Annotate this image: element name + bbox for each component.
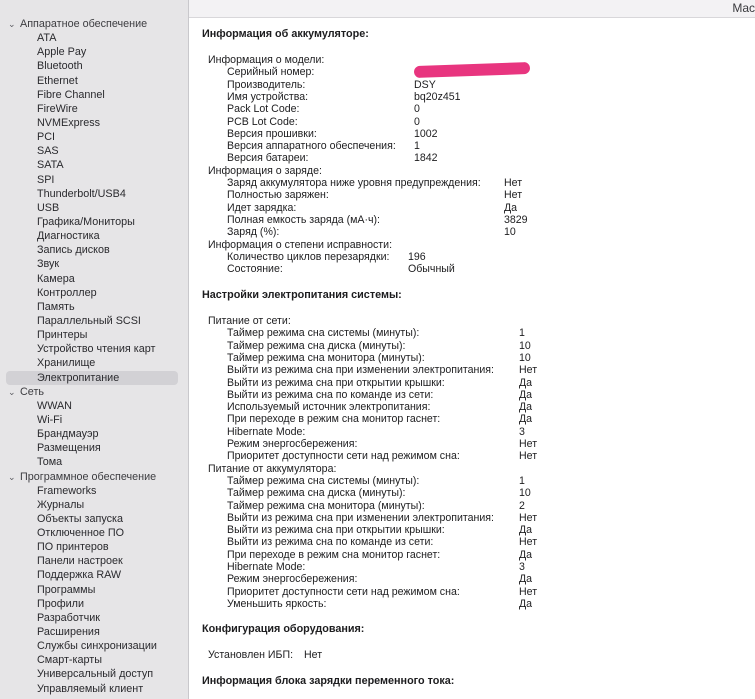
- property-value: DSY: [414, 78, 436, 91]
- property-value: Нет: [504, 189, 523, 202]
- sidebar-item[interactable]: Принтеры: [37, 329, 88, 342]
- property-label: Приоритет доступности сети над режимом сна:: [227, 450, 460, 463]
- property-value: Да: [519, 597, 533, 610]
- property-value: Обычный: [408, 263, 455, 276]
- sidebar-item[interactable]: FireWire: [37, 102, 78, 115]
- disclosure-chevron-icon[interactable]: ⌄: [8, 386, 16, 397]
- property-label: Таймер режима сна монитора (минуты):: [227, 499, 425, 512]
- content-pane: [189, 18, 755, 699]
- sidebar-item[interactable]: Универсальный доступ: [37, 668, 154, 681]
- property-value: Нет: [519, 536, 538, 549]
- group-label: Информация о модели:: [208, 54, 325, 66]
- property-row: [227, 66, 314, 78]
- property-row: [227, 364, 538, 377]
- property-value: 3: [519, 425, 525, 438]
- property-label: Выйти из режима сна по команде из сети:: [227, 388, 434, 401]
- property-label: Количество циклов перезарядки:: [227, 250, 390, 263]
- property-label: Версия аппаратного обеспечения:: [227, 140, 396, 153]
- group-label: Питание от аккумулятора:: [208, 462, 337, 475]
- section-heading: Информация об аккумуляторе:: [202, 28, 369, 40]
- sidebar-group-header[interactable]: [0, 470, 188, 484]
- sidebar-item[interactable]: Службы синхронизации: [37, 640, 157, 653]
- sidebar-item[interactable]: Расширения: [37, 626, 100, 639]
- property-label: Полностью заряжен:: [227, 189, 329, 202]
- sidebar-item[interactable]: Программы: [37, 583, 96, 596]
- property-value: 10: [504, 226, 516, 239]
- sidebar-item[interactable]: Ethernet: [37, 74, 78, 87]
- group-label: Питание от сети:: [208, 315, 291, 327]
- sidebar-item[interactable]: Разработчик: [37, 611, 100, 624]
- property-row: [227, 401, 533, 414]
- property-row: [227, 573, 533, 586]
- title-bar: [189, 0, 755, 18]
- property-row: [227, 250, 426, 263]
- property-value: 1: [519, 327, 525, 340]
- property-row: [227, 226, 516, 239]
- sidebar-item[interactable]: Запись дисков: [37, 244, 110, 257]
- sidebar-item[interactable]: SPI: [37, 173, 55, 186]
- property-label: Версия батареи:: [227, 152, 309, 165]
- property-row: [227, 499, 525, 512]
- property-label: Выйти из режима сна при открытии крышки:: [227, 524, 445, 537]
- property-row: [227, 140, 420, 153]
- property-row: [227, 78, 436, 91]
- property-value: Нет: [519, 450, 538, 463]
- group-label: Информация о степени исправности:: [208, 238, 393, 251]
- property-value: Нет: [504, 177, 523, 189]
- sidebar-group-header[interactable]: [0, 17, 188, 31]
- sidebar-item[interactable]: ATA: [37, 32, 57, 45]
- sidebar-item[interactable]: Хранилище: [37, 357, 96, 370]
- sidebar-item[interactable]: NVMExpress: [37, 116, 100, 129]
- property-row: [227, 177, 523, 189]
- property-label: Состояние:: [227, 263, 283, 276]
- property-value: 3: [519, 561, 525, 573]
- property-row: [227, 536, 538, 549]
- property-label: Серийный номер:: [227, 66, 315, 79]
- sidebar-item[interactable]: Wi-Fi: [37, 413, 63, 426]
- property-label: Идет зарядка:: [227, 201, 297, 214]
- property-value: 3829: [504, 213, 528, 226]
- property-label: Таймер режима сна системы (минуты):: [227, 474, 420, 487]
- group-label: Информация о заряде:: [208, 164, 322, 177]
- property-row: [227, 388, 533, 401]
- property-value: Да: [519, 548, 533, 561]
- sidebar-item[interactable]: Управляемый клиент: [37, 682, 144, 695]
- property-row: [227, 450, 538, 463]
- property-label: Выйти из режима сна при открытии крышки:: [227, 376, 445, 389]
- section-heading: Конфигурация оборудования:: [202, 623, 365, 635]
- property-label: Версия прошивки:: [227, 127, 317, 140]
- property-row: [227, 511, 538, 524]
- property-row: [227, 585, 538, 598]
- sidebar-item[interactable]: Журналы: [37, 498, 85, 511]
- property-label: Производитель:: [227, 78, 306, 91]
- sidebar-list: [0, 17, 188, 696]
- property-label: Выйти из режима сна по команде из сети:: [227, 536, 434, 549]
- sidebar-item[interactable]: Frameworks: [37, 484, 97, 497]
- sidebar-item[interactable]: Смарт-карты: [37, 654, 102, 667]
- sidebar-item[interactable]: Объекты запуска: [37, 512, 123, 525]
- property-value: Да: [519, 413, 533, 426]
- property-label: Выйти из режима сна при изменении электропитания:: [227, 511, 494, 524]
- property-row: [227, 127, 438, 140]
- property-row: [227, 201, 518, 214]
- sidebar-item[interactable]: Контроллер: [37, 286, 97, 299]
- sidebar-item[interactable]: Bluetooth: [37, 60, 83, 73]
- property-label: Pack Lot Code:: [227, 103, 300, 116]
- sidebar-item[interactable]: Брандмауэр: [37, 428, 99, 441]
- property-row: [227, 561, 525, 573]
- property-row: [227, 438, 538, 450]
- property-value: Да: [519, 573, 533, 586]
- section-heading: Настройки электропитания системы:: [202, 289, 402, 301]
- sidebar-group-label: Аппаратное обеспечение: [20, 18, 148, 30]
- property-row: [227, 351, 531, 364]
- property-label: Таймер режима сна диска (минуты):: [227, 339, 406, 352]
- sidebar-group-header[interactable]: [0, 385, 188, 399]
- sidebar-item[interactable]: SATA: [37, 159, 64, 172]
- sidebar-item[interactable]: Поддержка RAW: [37, 569, 122, 582]
- property-row: [227, 597, 533, 610]
- property-row: [227, 474, 525, 487]
- sidebar-item[interactable]: Графика/Мониторы: [37, 215, 135, 228]
- property-value: Нет: [519, 438, 538, 450]
- sidebar-item[interactable]: SAS: [37, 145, 59, 158]
- sidebar-item[interactable]: Камера: [37, 272, 75, 285]
- sidebar-item[interactable]: Устройство чтения карт: [37, 343, 156, 356]
- property-label: Имя устройства:: [227, 90, 309, 103]
- property-row: [227, 339, 531, 352]
- property-value: 1: [414, 140, 420, 153]
- property-label: Заряд аккумулятора ниже уровня предупреждения:: [227, 177, 481, 189]
- property-label: Полная емкость заряда (мА·ч):: [227, 213, 380, 226]
- property-label: PCB Lot Code:: [227, 115, 298, 128]
- property-value: Да: [504, 201, 518, 214]
- property-value: Нет: [519, 364, 538, 377]
- sidebar-item[interactable]: PCI: [37, 131, 55, 144]
- sidebar-item[interactable]: Тома: [37, 456, 63, 469]
- sidebar-item[interactable]: Apple Pay: [37, 46, 87, 59]
- section-heading: Информация блока зарядки переменного тока:: [202, 675, 455, 687]
- property-label: Hibernate Mode:: [227, 425, 306, 438]
- window-title: Mac: [732, 1, 755, 15]
- property-label: При переходе в режим сна монитор гаснет:: [227, 413, 441, 426]
- property-value: Нет: [519, 585, 538, 598]
- sidebar-item[interactable]: Fibre Channel: [37, 88, 105, 101]
- ups-value: Нет: [304, 649, 323, 661]
- sidebar-group-label: Сеть: [20, 385, 45, 398]
- property-value: Да: [519, 524, 533, 537]
- property-row: [227, 90, 461, 103]
- property-row: [227, 548, 533, 561]
- property-value: Да: [519, 388, 533, 401]
- property-label: Hibernate Mode:: [227, 561, 306, 573]
- property-row: [227, 115, 420, 128]
- sidebar-item[interactable]: Звук: [37, 258, 60, 271]
- disclosure-chevron-icon[interactable]: ⌄: [8, 471, 16, 482]
- property-value: 10: [519, 339, 531, 352]
- property-value: 196: [408, 250, 426, 263]
- sidebar-item[interactable]: Размещения: [37, 442, 101, 455]
- property-label: Таймер режима сна системы (минуты):: [227, 327, 420, 340]
- property-value: Нет: [519, 511, 538, 524]
- sidebar-item[interactable]: Диагностика: [37, 230, 100, 243]
- property-label: Режим энергосбережения:: [227, 573, 358, 586]
- property-row: [227, 425, 525, 438]
- sidebar-item[interactable]: WWAN: [37, 399, 72, 412]
- property-value: 2: [519, 499, 525, 512]
- property-label: Уменьшить яркость:: [227, 597, 327, 610]
- property-label: Таймер режима сна монитора (минуты):: [227, 351, 425, 364]
- sidebar-item[interactable]: Параллельный SCSI: [37, 314, 141, 327]
- sidebar-item[interactable]: Панели настроек: [37, 555, 123, 568]
- property-label: Выйти из режима сна при изменении электропитания:: [227, 364, 494, 377]
- property-row: [227, 213, 528, 226]
- disclosure-chevron-icon[interactable]: ⌄: [8, 19, 16, 29]
- sidebar: [0, 0, 189, 699]
- property-label: Таймер режима сна диска (минуты):: [227, 487, 406, 500]
- property-row: [227, 263, 455, 276]
- sidebar-item[interactable]: Thunderbolt/USB4: [37, 187, 126, 200]
- property-value: 1: [519, 474, 525, 487]
- property-row: [227, 376, 533, 389]
- property-value: bq20z451: [414, 90, 461, 103]
- ups-label: Установлен ИБП:: [208, 649, 294, 661]
- property-label: Режим энергосбережения:: [227, 438, 358, 450]
- property-row: [227, 413, 533, 426]
- property-row: [227, 103, 420, 116]
- sidebar-item[interactable]: Профили: [37, 597, 85, 610]
- property-label: Заряд (%):: [227, 226, 280, 239]
- sidebar-group-label: Программное обеспечение: [20, 470, 157, 483]
- property-row: [227, 152, 438, 165]
- property-value: 0: [414, 103, 420, 116]
- sidebar-item[interactable]: Память: [37, 300, 75, 313]
- property-value: 10: [519, 351, 531, 364]
- property-row: [227, 524, 533, 537]
- property-value: Да: [519, 401, 533, 414]
- property-value: 10: [519, 487, 531, 500]
- property-value: 1002: [414, 127, 438, 140]
- property-row: [227, 327, 525, 340]
- sidebar-item[interactable]: Электропитание: [6, 371, 178, 385]
- property-row: [227, 487, 531, 500]
- property-row: [227, 189, 523, 202]
- property-value: 0: [414, 115, 420, 128]
- sidebar-item[interactable]: Отключенное ПО: [37, 527, 125, 540]
- sidebar-item[interactable]: ПО принтеров: [37, 541, 109, 554]
- property-label: Приоритет доступности сети над режимом сна:: [227, 585, 460, 598]
- property-label: При переходе в режим сна монитор гаснет:: [227, 548, 441, 561]
- property-label: Используемый источник электропитания:: [227, 401, 431, 414]
- ups-row: [208, 649, 323, 661]
- property-value: 1842: [414, 152, 438, 165]
- property-value: Да: [519, 376, 533, 389]
- sidebar-item[interactable]: USB: [37, 201, 60, 214]
